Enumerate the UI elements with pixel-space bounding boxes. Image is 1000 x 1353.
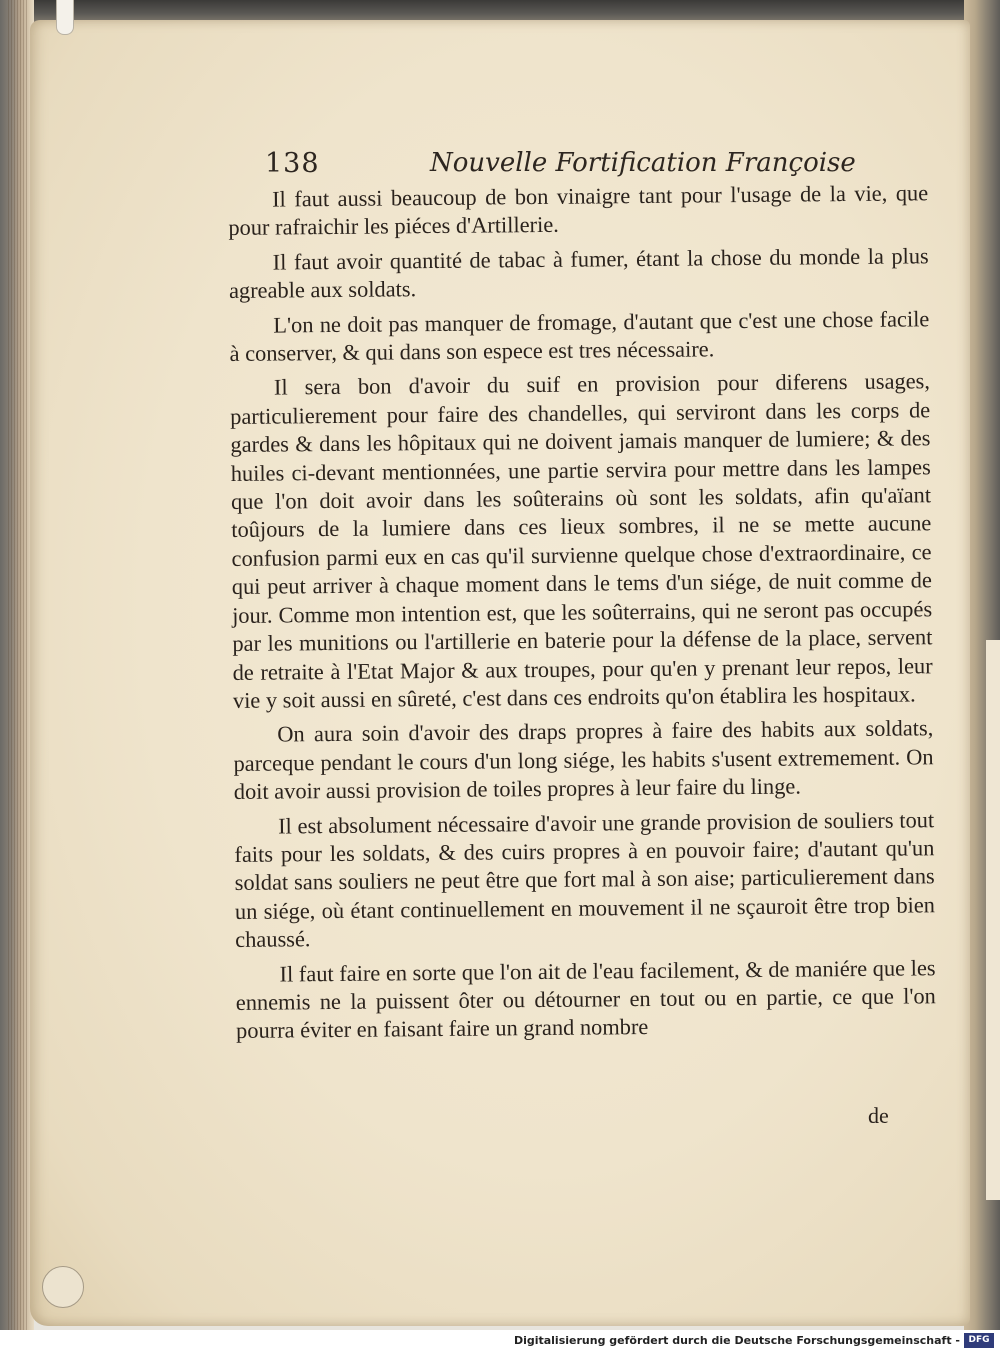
paragraph-tobacco: Il faut avoir quantité de tabac à fumer, étant la chose du monde la plus agreable aux soldats. — [228, 243, 929, 304]
running-title: Nouvelle Fortification Françoise — [430, 148, 856, 178]
adjacent-page-strip — [986, 640, 1000, 1200]
paragraph-tallow: Il sera bon d'avoir du suif en provision pour diferens usages, particulierement pour faire des chandelles, qui serviront dans les corps de gardes & dans les hôpitaux qui ne doivent jamais manquer de lumiere; & des huiles ci-devant mentionnées, une partie servira pour mettre dans les lampes que l'on doit avoir dans les soûterains où sont les soldats, afin qu'aïant toûjours de la lumiere dans ces lieux sombres, il ne se mette aucune confusion parmi eux en cas qu'il survienne quelque chose d'extraordinaire, ce qui peut arriver à chaque moment dans le tems d'un siége, de nuit comme de jour. Comme mon intention est, que les soûterrains, qui ne seront pas occupés par les munitions ou l'artillerie en baterie pour la défense de la place, servent de retraite à l'Etat Major & aux troupes, pour qu'en y prenant leur repos, leur vie y soit aussi en sûreté, c'est dans ces endroits qu'on établira les hospitaux. — [230, 368, 933, 713]
dfg-logo: DFG — [964, 1333, 994, 1348]
paragraph-vinegar: Il faut aussi beaucoup de bon vinaigre tant pour l'usage de la vie, que pour rafraichir les piéces d'Artillerie. — [228, 180, 929, 241]
catchword: de — [868, 1103, 889, 1128]
paragraph-cloth: On aura soin d'avoir des draps propres à faire des habits aux soldats, parceque pendant le cours d'un long siége, les habits s'usent extremement. On doit avoir aussi provision de toiles propres à leur faire du linge. — [233, 715, 934, 805]
book-top-shadow — [0, 0, 1000, 22]
page-corner-curl — [42, 1266, 84, 1308]
body-text — [228, 179, 936, 1051]
funding-credit: Digitalisierung gefördert durch die Deutsche Forschungsgemeinschaft - — [513, 1334, 960, 1347]
bookmark-ribbon — [56, 0, 74, 35]
paragraph-water: Il faut faire en sorte que l'on ait de l'eau facilement, & de maniére que les ennemis ne la puissent ôter ou détourner en tout ou en partie, ce que l'on pourra éviter en faisant faire un grand nombre — [235, 954, 936, 1044]
paragraph-cheese: L'on ne doit pas manquer de fromage, d'autant que c'est une chose facile à conserver, & qui dans son espece est tres nécessaire. — [229, 305, 930, 367]
book-spine-edge — [0, 0, 34, 1330]
paragraph-shoes: Il est absolument nécessaire d'avoir une grande provision de souliers tout faits pour les soldats, & des cuirs propres à en pouvoir faire; d'autant qu'un soldat sans souliers ne peut être que fort mal à son aise; particulierement dans un siége, où étant continuellement en mouvement il ne sçauroit être trop bien chaussé. — [234, 806, 936, 953]
page-number: 138 — [265, 148, 320, 179]
page-edge-lines — [8, 0, 28, 1330]
digitization-footer — [0, 1330, 1000, 1353]
